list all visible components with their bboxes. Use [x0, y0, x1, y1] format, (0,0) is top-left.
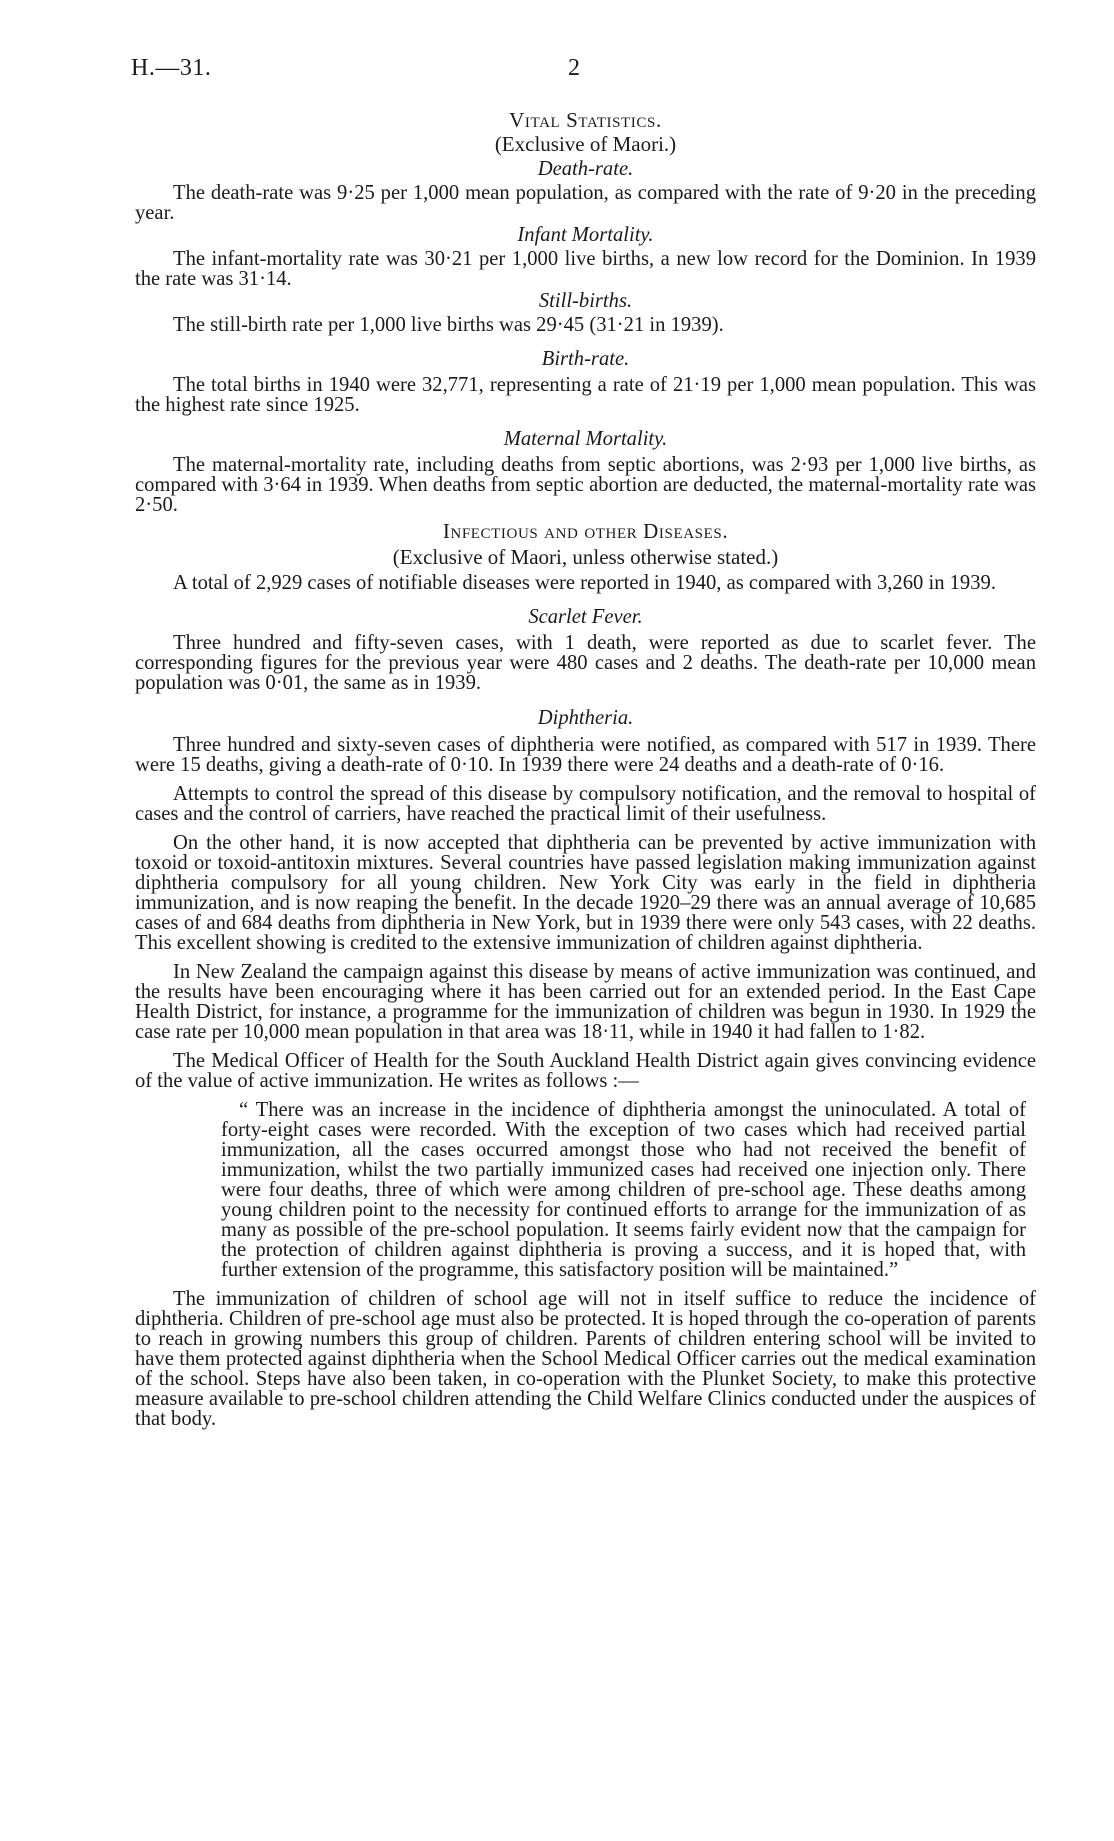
paragraph-maternal-mortality: The maternal-mortality rate, including deaths from septic abortions, was 2·93 per 1,000 live births, as compared with 3·64 in 1939. When deaths from septic abortion are deducted, the maternal-mortality rate was 2·50.	[135, 454, 1036, 516]
heading-birth-rate: Birth-rate.	[541, 348, 630, 370]
section-title-infectious-diseases: Infectious and other Diseases.	[442, 519, 729, 543]
heading-death-rate: Death-rate.	[537, 158, 634, 180]
report-reference: H.—31.	[131, 55, 212, 81]
paragraph-diphtheria-cases: Three hundred and sixty-seven cases of diphtheria were notified, as compared with 517 in 1939. There were 15 deaths, giving a death-rate of 0·10. In 1939 there were 24 deaths and a death-rate of 0·16.	[135, 734, 1036, 776]
heading-still-births: Still-births.	[538, 290, 633, 312]
paragraph-death-rate: The death-rate was 9·25 per 1,000 mean population, as compared with the rate of 9·20 in the preceding year.	[135, 182, 1036, 224]
section-subtitle-vital: (Exclusive of Maori.)	[494, 132, 677, 156]
paragraph-birth-rate: The total births in 1940 were 32,771, representing a rate of 21·19 per 1,000 mean population. This was the highest rate since 1925.	[135, 374, 1036, 416]
heading-maternal-mortality: Maternal Mortality.	[503, 428, 668, 450]
heading-infant-mortality: Infant Mortality.	[517, 224, 654, 246]
paragraph-notifiable-total: A total of 2,929 cases of notifiable diseases were reported in 1940, as compared with 3,260 in 1939.	[173, 572, 996, 594]
paragraph-infant-mortality: The infant-mortality rate was 30·21 per 1,000 live births, a new low record for the Dominion. In 1939 the rate was 31·14.	[135, 248, 1036, 290]
paragraph-still-births: The still-birth rate per 1,000 live births was 29·45 (31·21 in 1939).	[173, 314, 724, 336]
page-number: 2	[568, 55, 580, 81]
paragraph-diphtheria-control: Attempts to control the spread of this disease by compulsory notification, and the removal to hospital of cases and the control of carriers, have reached the practical limit of their usefulness.	[135, 783, 1036, 825]
section-subtitle-infectious: (Exclusive of Maori, unless otherwise stated.)	[392, 545, 779, 569]
paragraph-new-zealand-campaign: In New Zealand the campaign against this disease by means of active immunization was continued, and the results have been encouraging where it has been carried out for an extended period. In the East Cape Health District, for instance, a programme for the immunization of children was begun in 1930. In 1929 the case rate per 10,000 mean population in that area was 18·11, while in 1940 it had fallen to 1·82.	[135, 961, 1036, 1043]
paragraph-school-age-immunization: The immunization of children of school age will not in itself suffice to reduce the incidence of diphtheria. Children of pre-school age must also be protected. It is hoped through the co-operation of parents to reach in growing numbers this group of children. Parents of children entering school will be invited to have them protected against diphtheria when the School Medical Officer carries out the medical examination of the school. Steps have also been taken, in co-operation with the Plunket Society, to make this protective measure available to pre-school children attending the Child Welfare Clinics conducted under the auspices of that body.	[135, 1288, 1036, 1430]
paragraph-medical-officer: The Medical Officer of Health for the South Auckland Health District again gives convincing evidence of the value of active immunization. He writes as follows :—	[135, 1050, 1036, 1092]
document-body	[135, 110, 1036, 1429]
block-quote-south-auckland: “ There was an increase in the incidence of diphtheria amongst the uninoculated. A total of forty-eight cases were recorded. With the exception of two cases which had received partial immunization, all the cases occurred amongst those who had not received the benefit of immunization, whilst the two partially immunized cases had received one injection only. There were four deaths, three of which were among children of pre-school age. These deaths among young children point to the necessity for continued efforts to arrange for the immunization of as many as possible of the pre-school population. It seems fairly evident now that the campaign for the protection of children against diphtheria is proving a success, and it is hoped that, with further extension of the programme, this satisfactory position will be maintained.”	[221, 1099, 1026, 1281]
section-title-vital-statistics: Vital Statistics.	[509, 108, 662, 132]
paragraph-diphtheria-immunization: On the other hand, it is now accepted that diphtheria can be prevented by active immunization with toxoid or toxoid-antitoxin mixtures. Several countries have passed legislation making immunization against diphtheria compulsory for all young children. New York City was early in the field in diphtheria immunization, and is now reaping the benefit. In the decade 1920–29 there was an annual average of 10,685 cases of and 684 deaths from diphtheria in New York, but in 1939 there were only 543 cases, with 22 deaths. This excellent showing is credited to the extensive immunization of children against diphtheria.	[135, 832, 1036, 954]
heading-scarlet-fever: Scarlet Fever.	[528, 606, 643, 628]
paragraph-scarlet-fever: Three hundred and fifty-seven cases, with 1 death, were reported as due to scarlet fever. The corresponding figures for the previous year were 480 cases and 2 deaths. The death-rate per 10,000 mean population was 0·01, the same as in 1939.	[135, 632, 1036, 694]
heading-diphtheria: Diphtheria.	[537, 707, 634, 729]
